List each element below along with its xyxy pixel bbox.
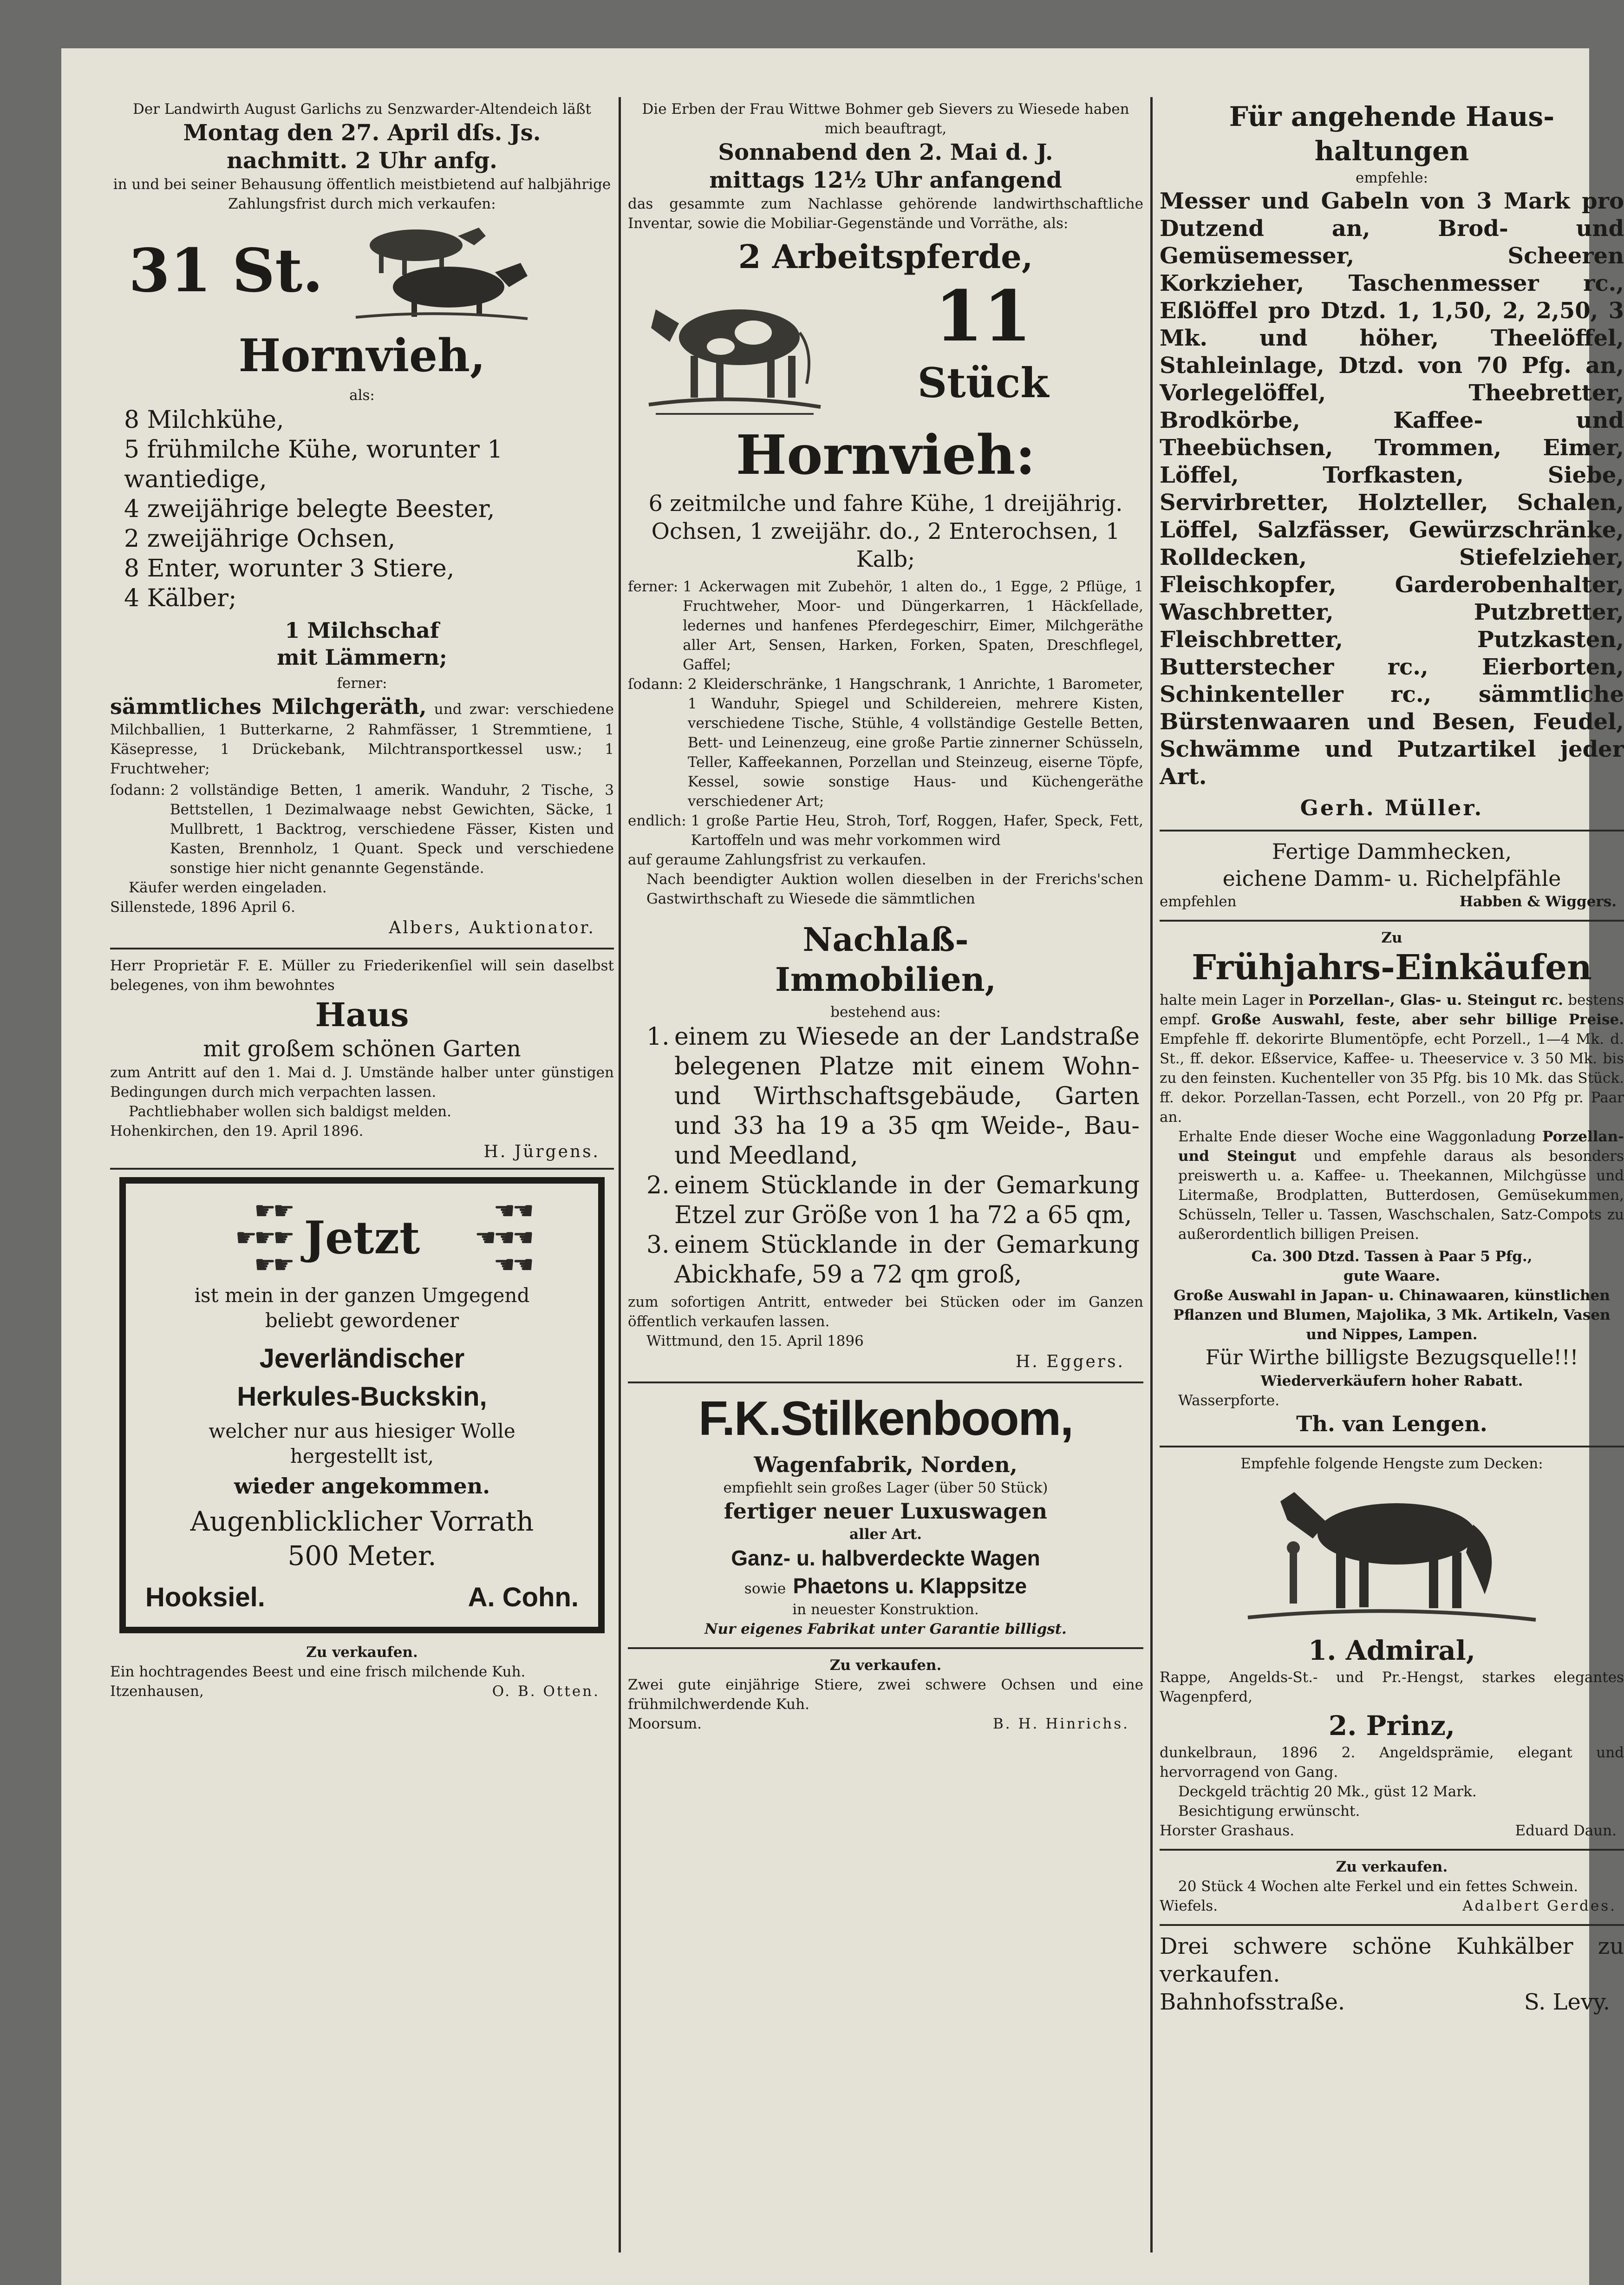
ad-note: Pachtliebhaber wollen sich baldigst melden.	[129, 1103, 451, 1120]
ad-title: Jetzt	[304, 1211, 420, 1264]
headline-row	[110, 217, 614, 324]
stallion-name: 1. Admiral,	[1308, 1635, 1476, 1666]
label-endlich: endlich:	[628, 812, 686, 829]
ad-name: Adalbert Gerdes.	[1462, 1898, 1617, 1914]
auction-time: mittags 12½ Uhr anfangend	[709, 167, 1062, 193]
resellers-line: Wiederverkäufern hoher Rabatt.	[1260, 1373, 1523, 1389]
ad-text: Messer und Gabeln von 3 Mark pro Dutzend an, Brod- und Gemüsemesser, Scheeren Korkzieher, Taschenmesser rc., Eßlöffel pro Dtzd. 1, 1,50, 2, 2,50, 3 Mk. und höher, Theelöffel, Stahleinlage, Dtzd. von 70 Pfg. an, Vorlegelöffel, Theebretter, Brodkörbe, Kaffee- und Theebüchsen, Trommen, Eimer, Löffel, Torfkasten, Siebe, Servirbretter, Holzteller, Schalen, Löffel, Salzfässer, Gewürzschränke, Rolldecken, Stiefelzieher, Fleischkopfer, Garderobenhalter, Waschbretter, Putzbretter, Fleischbretter, Putzkasten, Butterstecher rc., Eierborten, Schinkenteller rc., sämmtliche Bürstenwaaren und Besen, Feudel, Schwämme und Putzartikel jeder Art.	[1160, 188, 1624, 790]
text-part: bestens empf.	[1160, 992, 1624, 1028]
sale-ad-levy	[1160, 1932, 1624, 2016]
column-right	[1160, 99, 1624, 2016]
offer-line: Große Auswahl in Japan- u. Chinawaaren, künstlichen Pflanzen und Blumen, Majolika, 3 Mk. Artikeln, Vasen und Nippes, Lampen.	[1173, 1287, 1611, 1343]
signature: Albers, Auktionator.	[389, 918, 595, 937]
ad-head: Zu verkaufen.	[306, 1644, 418, 1661]
label-empfehle: empfehle:	[1355, 170, 1428, 186]
ad-title: Hornvieh:	[736, 424, 1036, 487]
cattle-count: 11	[934, 275, 1032, 357]
wirthe-line: Für Wirthe billigste Bezugsquelle!!!	[1205, 1346, 1578, 1369]
ad-name: Eduard Daun.	[1515, 1822, 1617, 1839]
cow-illustration	[646, 277, 823, 421]
label-sodann: ſodann:	[110, 782, 165, 799]
ad-title: Haus	[315, 995, 409, 1034]
cattle-list	[110, 405, 614, 613]
ad-intro: Die Erben der Frau Wittwe Bohmer geb Sievers zu Wiesede haben mich beauftragt,	[642, 101, 1129, 137]
column-left	[110, 99, 614, 1701]
ad-separator	[110, 1168, 614, 1170]
consisting-label: bestehend aus:	[830, 1004, 941, 1021]
ad-name: A. Cohn.	[468, 1582, 579, 1612]
ad-place: Horster Grashaus.	[1160, 1822, 1295, 1839]
ad-separator	[1160, 1446, 1624, 1447]
ad-name: S. Levy.	[1524, 1989, 1610, 2015]
signature: Gerh. Müller.	[1300, 795, 1484, 820]
sheep-line: 1 Milchschaf	[285, 618, 439, 643]
label-sodann: ſodann:	[628, 676, 683, 693]
place-date: Hohenkirchen, den 19. April 1896.	[110, 1123, 364, 1139]
ad-line: empfiehlt sein großes Lager (über 50 Stück)	[723, 1480, 1048, 1496]
ad-name: O. B. Otten.	[492, 1683, 600, 1700]
newspaper-page	[61, 48, 1624, 2285]
sodann-text: 2 Kleiderschränke, 1 Hangschrank, 1 Anrichte, 1 Barometer, 1 Wanduhr, Spiegel und Schildereien, mehrere Kisten, verschiedene Tische, Stühle, 4 vollständige Gestelle Betten, Bett- und Leinenzeug, eine große Partie zinnerner Schüsseln, Teller, Kaffeekannen, Porzellan und Steinzeug, eiserne Töpfe, Kessel, sowie sonstige Haus- und Küchengeräthe verschiedener Art;	[687, 676, 1143, 810]
ad-footer	[136, 1580, 588, 1615]
ad-place: Hooksiel.	[145, 1582, 265, 1612]
wagon-factory-ad	[628, 1390, 1143, 1639]
ad-line: welcher nur aus hiesiger Wolle	[209, 1420, 515, 1442]
product-name: Jeverländischer	[259, 1343, 465, 1374]
ad-separator	[1160, 830, 1624, 832]
ad-place: Bahnhofsstraße.	[1160, 1989, 1345, 2015]
item-text: einem zu Wiesede an der Landstraße belegenen Platze mit einem Wohn- und Wirthschaftsgebäude, Garten und 33 ha 19 a 35 qm Weide-, Bau- und Meedland,	[674, 1023, 1140, 1170]
ad-line: Fertige Dammhecken,	[1272, 839, 1512, 864]
item-number: 1.	[646, 1023, 670, 1051]
dairy-equipment	[110, 693, 614, 779]
list-item	[646, 1230, 1140, 1290]
label-ferner: ferner:	[337, 675, 387, 692]
ad-footer	[110, 1682, 614, 1701]
ad-text: Drei schwere schöne Kuhkälber zu verkaufen.	[1160, 1933, 1624, 1987]
stallion-ad	[1160, 1454, 1624, 1840]
ad-subtitle: mit großem schönen Garten	[203, 1036, 521, 1062]
sale-ad-hinrichs	[628, 1656, 1143, 1734]
sheep-line: mit Lämmern;	[277, 645, 447, 670]
pointing-hand-icon: ☛☛ ☛☛☛ ☛☛	[477, 1197, 535, 1279]
dammhecken-ad	[1160, 838, 1624, 911]
auction-time: nachmitt. 2 Uhr anfg.	[227, 148, 497, 174]
text-part: Große Auswahl, feste, aber sehr billige Preise.	[1211, 1011, 1624, 1028]
sodann-text: 2 vollständige Betten, 1 amerik. Wanduhr, 2 Tische, 3 Bettstellen, 1 Dezimalwaage nebst Gewichten, Säcke, 1 Mullbrett, 1 Backtrog, verschiedene Fässer, Kisten und Kasten, Brennholz, 1 Quant. Speck und verschiedene sonstige hier nicht genannte Gegenstände.	[170, 782, 614, 877]
ad-line: sowie	[744, 1580, 786, 1597]
horses-line: 2 Arbeitspferde,	[738, 237, 1033, 276]
auction-ad-garlichs	[110, 99, 614, 939]
label-zu: Zu	[1381, 930, 1402, 946]
dairy-title: sämmtliches Milchgeräth,	[110, 694, 427, 719]
ad-line: Phaetons u. Klappsitze	[793, 1574, 1027, 1598]
ad-intro: das gesammte zum Nachlasse gehörende landwirthschaftliche Inventar, sowie die Mobiliar-Gegenstände und Vorräthe, als:	[628, 196, 1143, 232]
label-empfehlen: empfehlen	[1160, 893, 1237, 910]
sale-ad-otten	[110, 1643, 614, 1701]
stallion-desc: Rappe, Angelds-St.- und Pr.-Hengst, starkes elegantes Wagenpferd,	[1160, 1669, 1624, 1705]
spring-purchases-ad	[1160, 928, 1624, 1437]
ad-place: Wiefels.	[1160, 1898, 1218, 1914]
list-item: 2 zweijährige Ochsen,	[124, 525, 396, 553]
sale-ad-gerdes	[1160, 1857, 1624, 1916]
ad-title: Hornvieh,	[238, 329, 486, 382]
cattle-text: 6 zeitmilche und fahre Kühe, 1 dreijährig. Ochsen, 1 zweijähr. do., 2 Enterochsen, 1 Kalb;	[648, 491, 1123, 572]
ad-head: Zu verkaufen.	[1336, 1859, 1448, 1875]
text-part: Erhalte Ende dieser Woche eine Waggonladung	[1178, 1128, 1536, 1145]
stock-line: Augenblicklicher Vorrath	[190, 1506, 534, 1537]
place-date: Sillenstede, 1896 April 6.	[110, 899, 295, 916]
item-text: einem Stücklande in der Gemarkung Etzel zur Größe von 1 ha 72 a 65 qm,	[674, 1172, 1140, 1229]
list-item: 8 Enter, worunter 3 Stiere,	[124, 555, 455, 583]
stock-line: 500 Meter.	[287, 1540, 437, 1571]
list-item: 5 frühmilche Kühe, worunter 1 wantiedige,	[124, 436, 503, 493]
viewing-note: Besichtigung erwünscht.	[1178, 1803, 1360, 1820]
column-divider	[619, 97, 621, 2252]
ferner-text: 1 Ackerwagen mit Zubehör, 1 alten do., 1 Egge, 2 Pflüge, 1 Fruchtweher, Moor- und Düngerkarren, 1 Häckſellade, ledernes und hanfenes Pferdegeschirr, Eimer, Milchgeräthe aller Art, Sensen, Harken, Forken, Spaten, Dreschflegel, Gaffel;	[683, 578, 1143, 673]
ad-text: 20 Stück 4 Wochen alte Ferkel und ein fettes Schwein.	[1178, 1878, 1578, 1895]
ad-footer	[628, 1714, 1143, 1734]
ad-name: B. H. Hinrichs.	[993, 1715, 1129, 1732]
offer-line: Ca. 300 Dtzd. Tassen à Paar 5 Pfg.,	[1251, 1248, 1533, 1265]
cattle-count: 31 St.	[129, 236, 323, 306]
ad-line: aller Art.	[849, 1526, 922, 1543]
ad-intro: Der Landwirth August Garlichs zu Senzwarder-Altendeich läßt	[133, 101, 591, 118]
ad-place: Itzenhausen,	[110, 1683, 204, 1700]
ad-line: beliebt gewordener	[265, 1309, 459, 1332]
item-number: 3.	[646, 1231, 670, 1259]
column-middle	[628, 99, 1143, 1734]
ad-subtitle: Wagenfabrik, Norden,	[754, 1452, 1017, 1477]
ad-text	[1160, 990, 1624, 1127]
buyers-note: Käufer werden eingeladen.	[129, 879, 327, 896]
dairy-items: und zwar: verschiedene Milchballien, 1 Butterkarne, 2 Rahmfässer, 1 Stremmtiene, 1 Käsepresse, 1 Drückebank, Milchtransportkessel usw.; 1 Fruchtweher;	[110, 701, 614, 777]
signature: H. Eggers.	[1015, 1352, 1125, 1371]
ad-title: Immobilien,	[775, 960, 997, 999]
ad-footer	[1160, 1896, 1624, 1916]
closing-text: zum sofortigen Antritt, entweder bei Stücken oder im Ganzen öffentlich verkaufen lassen.	[628, 1294, 1143, 1330]
ad-text: zum Antritt auf den 1. Mai d. J. Umstände halber unter günstigen Bedingungen durch mich verpachten lassen.	[110, 1064, 614, 1100]
signature: H. Jürgens.	[483, 1142, 600, 1161]
ad-text	[1160, 1127, 1624, 1244]
ad-line	[628, 1572, 1143, 1600]
ad-separator	[628, 1381, 1143, 1383]
auction-ad-bohmer	[628, 99, 1143, 1373]
column-divider	[1150, 97, 1153, 2252]
ad-intro: Herr Proprietär F. E. Müller zu Friederikenſiel will sein daselbst belegenes, von ihm bewohntes	[110, 957, 614, 994]
text-part: halte mein Lager in	[1160, 992, 1304, 1008]
stud-fee: Deckgeld trächtig 20 Mk., güst 12 Mark.	[1178, 1783, 1477, 1800]
sodann-row	[110, 780, 614, 878]
ad-title: Nachlaß-	[802, 920, 969, 959]
label-als: als:	[349, 387, 375, 404]
ferner-row	[628, 577, 1143, 674]
ad-place: Moorsum.	[628, 1715, 702, 1732]
horse-illustration	[1243, 1478, 1540, 1627]
product-name: Herkules-Buckskin,	[237, 1381, 487, 1412]
offer-line: gute Waare.	[1343, 1268, 1441, 1284]
ad-separator	[110, 948, 614, 949]
ad-footer	[1160, 1988, 1624, 2016]
signature: Habben & Wiggers.	[1459, 893, 1617, 910]
text-part: und empfehle daraus als besonders preiswerth u. a. Kaffee- u. Theekannen, Milchgüsse und Litermaße, Brodplatten, Butterdosen, Gemüsekummen, Schüsseln, Teller u. Tassen, Waschschalen, Satz-Compots zu außerordentlich billigen Preisen.	[1178, 1148, 1624, 1243]
lease-ad-haus	[110, 956, 614, 1163]
stallion-name: 2. Prinz,	[1328, 1710, 1455, 1742]
jetzt-row	[136, 1198, 588, 1278]
ad-title: Frühjahrs-Einkäufen	[1192, 948, 1592, 988]
text-part: Porzellan- und Steingut	[1178, 1128, 1624, 1165]
item-text: einem Stücklande in der Gemarkung Abickhafe, 59 a 72 qm groß,	[674, 1231, 1140, 1289]
endlich-text: 1 große Partie Heu, Stroh, Torf, Roggen, Hafer, Speck, Fett, Kartoffeln und was mehr vorkommen wird	[691, 812, 1143, 849]
ad-line: fertiger neuer Luxuswagen	[724, 1499, 1048, 1524]
text-part: Porzellan-, Glas- u. Steingut rc.	[1308, 992, 1563, 1008]
ad-line: in neuester Konstruktion.	[792, 1601, 979, 1618]
ad-line: wieder angekommen.	[234, 1473, 490, 1499]
ad-separator	[1160, 1849, 1624, 1851]
pointing-hand-icon: ☛☛ ☛☛☛ ☛☛	[235, 1197, 292, 1279]
ad-line: hergestellt ist,	[290, 1445, 434, 1467]
ad-title: haltungen	[1314, 135, 1469, 167]
ad-title: F.K.Stilkenboom,	[698, 1392, 1073, 1446]
stueck-label: Stück	[917, 359, 1049, 407]
item-number: 2.	[646, 1172, 670, 1199]
ad-text: Zwei gute einjährige Stiere, zwei schwere Ochsen und eine frühmilchwerdende Kuh.	[628, 1676, 1143, 1713]
ad-footer	[1160, 1821, 1624, 1840]
household-ad	[1160, 99, 1624, 821]
ad-place: Wasserpforte.	[1178, 1392, 1280, 1409]
list-item: 8 Milchkühe,	[124, 406, 284, 434]
signature: Th. van Lengen.	[1296, 1411, 1487, 1436]
after-auction: Nach beendigter Auktion wollen dieselben in der Frerichs'schen Gastwirthschaft zu Wiesede die sämmtlichen	[646, 871, 1143, 907]
sodann-row	[628, 674, 1143, 811]
auction-date: Sonnabend den 2. Mai d. J.	[718, 139, 1053, 165]
ad-line: Nur eigenes Fabrikat unter Garantie billigst.	[704, 1621, 1067, 1637]
headline-row	[628, 277, 1143, 421]
ad-line: eichene Damm- u. Richelpfähle	[1222, 866, 1561, 891]
auction-date: Montag den 27. April dſs. Js.	[183, 120, 541, 146]
ad-intro: Empfehle folgende Hengste zum Decken:	[1240, 1455, 1543, 1472]
ad-separator	[628, 1647, 1143, 1649]
endlich-row	[628, 811, 1143, 850]
cattle-illustration	[346, 217, 532, 324]
stallion-desc: dunkelbraun, 1896 2. Angeldsprämie, elegant und hervorragend von Gang.	[1160, 1744, 1624, 1781]
ad-separator	[1160, 920, 1624, 922]
text-part: Empfehle ff. dekorirte Blumentöpfe, echt Porzell., 1—4 Mk. d. St., ff. dekor. Eßservice, Kaffee- u. Theeservice v. 3 50 Mk. bis zu den feinsten. Kuchenteller von 35 Pfg. bis 10 Mk. das Stück. ff. dekor. Porzellan-Tassen, echt Porzell., von 20 Pfg pr. Paar an.	[1160, 1031, 1624, 1126]
label-ferner: ferner:	[628, 578, 678, 595]
list-item: 4 zweijährige belegte Beester,	[124, 495, 495, 523]
ad-head: Zu verkaufen.	[829, 1657, 942, 1674]
ad-intro: in und bei seiner Behausung öffentlich meistbietend auf halbjährige Zahlungsfrist durch mich verkaufen:	[113, 176, 611, 212]
ad-separator	[1160, 1924, 1624, 1926]
ad-line: Ganz- u. halbverdeckte Wagen	[731, 1546, 1040, 1570]
list-item	[646, 1022, 1140, 1171]
ad-text: Ein hochtragendes Beest und eine frisch milchende Kuh.	[110, 1663, 526, 1680]
terms: auf geraume Zahlungsfrist zu verkaufen.	[628, 851, 926, 868]
ad-footer	[1160, 892, 1624, 911]
ad-title: Für angehende Haus-	[1229, 101, 1555, 132]
buckskin-ad-box	[119, 1177, 605, 1633]
ad-line: ist mein in der ganzen Umgegend	[194, 1284, 530, 1307]
list-item	[646, 1171, 1140, 1230]
property-list	[628, 1022, 1143, 1290]
list-item: 4 Kälber;	[124, 584, 237, 612]
count-block	[823, 277, 1143, 410]
place-date: Wittmund, den 15. April 1896	[646, 1333, 864, 1349]
